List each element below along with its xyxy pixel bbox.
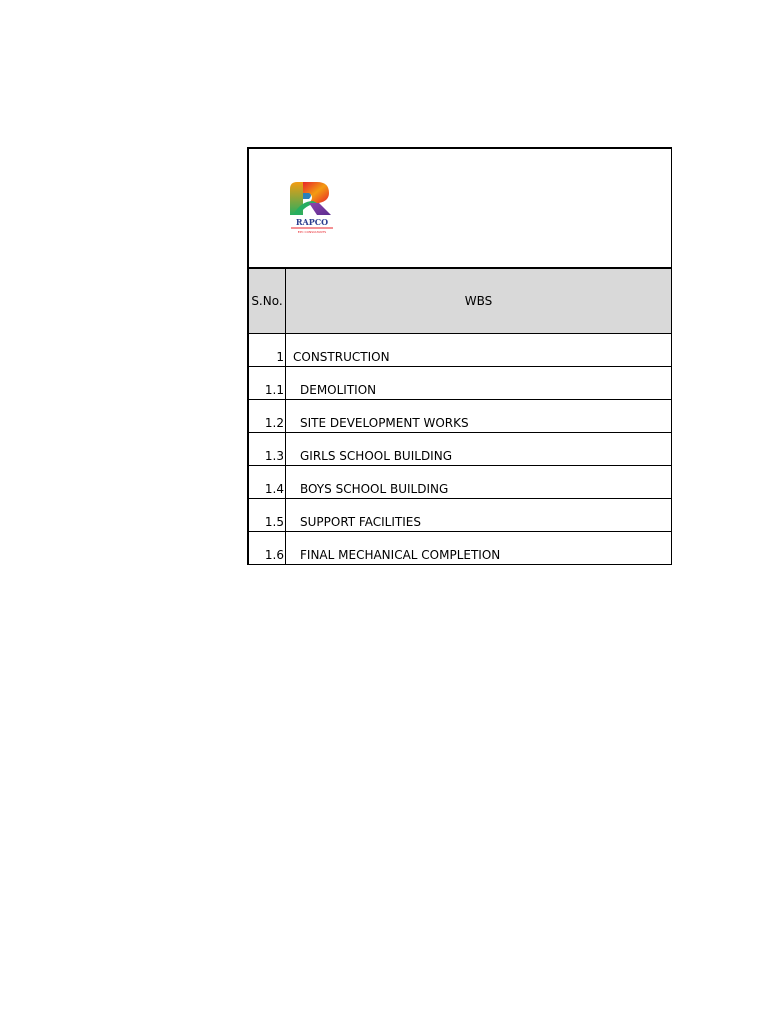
table-row [249,499,671,532]
row-sno: 1.5 [249,499,286,531]
table-row [249,466,671,499]
row-wbs: SITE DEVELOPMENT WORKS [300,416,469,430]
rapco-logo [287,179,337,235]
row-sno: 1.3 [249,433,286,465]
row-wbs: BOYS SCHOOL BUILDING [300,482,449,496]
table-row [249,532,671,564]
row-wbs: GIRLS SCHOOL BUILDING [300,449,452,463]
table-row [249,400,671,433]
row-wbs: SUPPORT FACILITIES [300,515,421,529]
table-row [249,433,671,466]
wbs-sheet [247,147,672,565]
row-wbs: CONSTRUCTION [293,350,390,364]
header-sno: S.No. [249,269,286,333]
logo-band [249,149,671,269]
row-wbs: FINAL MECHANICAL COMPLETION [300,548,501,562]
row-sno: 1 [249,334,286,366]
row-sno: 1.2 [249,400,286,432]
row-sno: 1.4 [249,466,286,498]
header-wbs: WBS [464,294,493,308]
table-row [249,334,671,367]
logo-brand-text: RAPCO [295,217,329,227]
row-sno: 1.1 [249,367,286,399]
table-row [249,367,671,400]
row-sno: 1.6 [249,532,286,564]
table-header-row [249,269,671,334]
row-wbs: DEMOLITION [300,383,377,397]
logo-tagline-text: EPC CONSULTANTS [297,230,327,234]
